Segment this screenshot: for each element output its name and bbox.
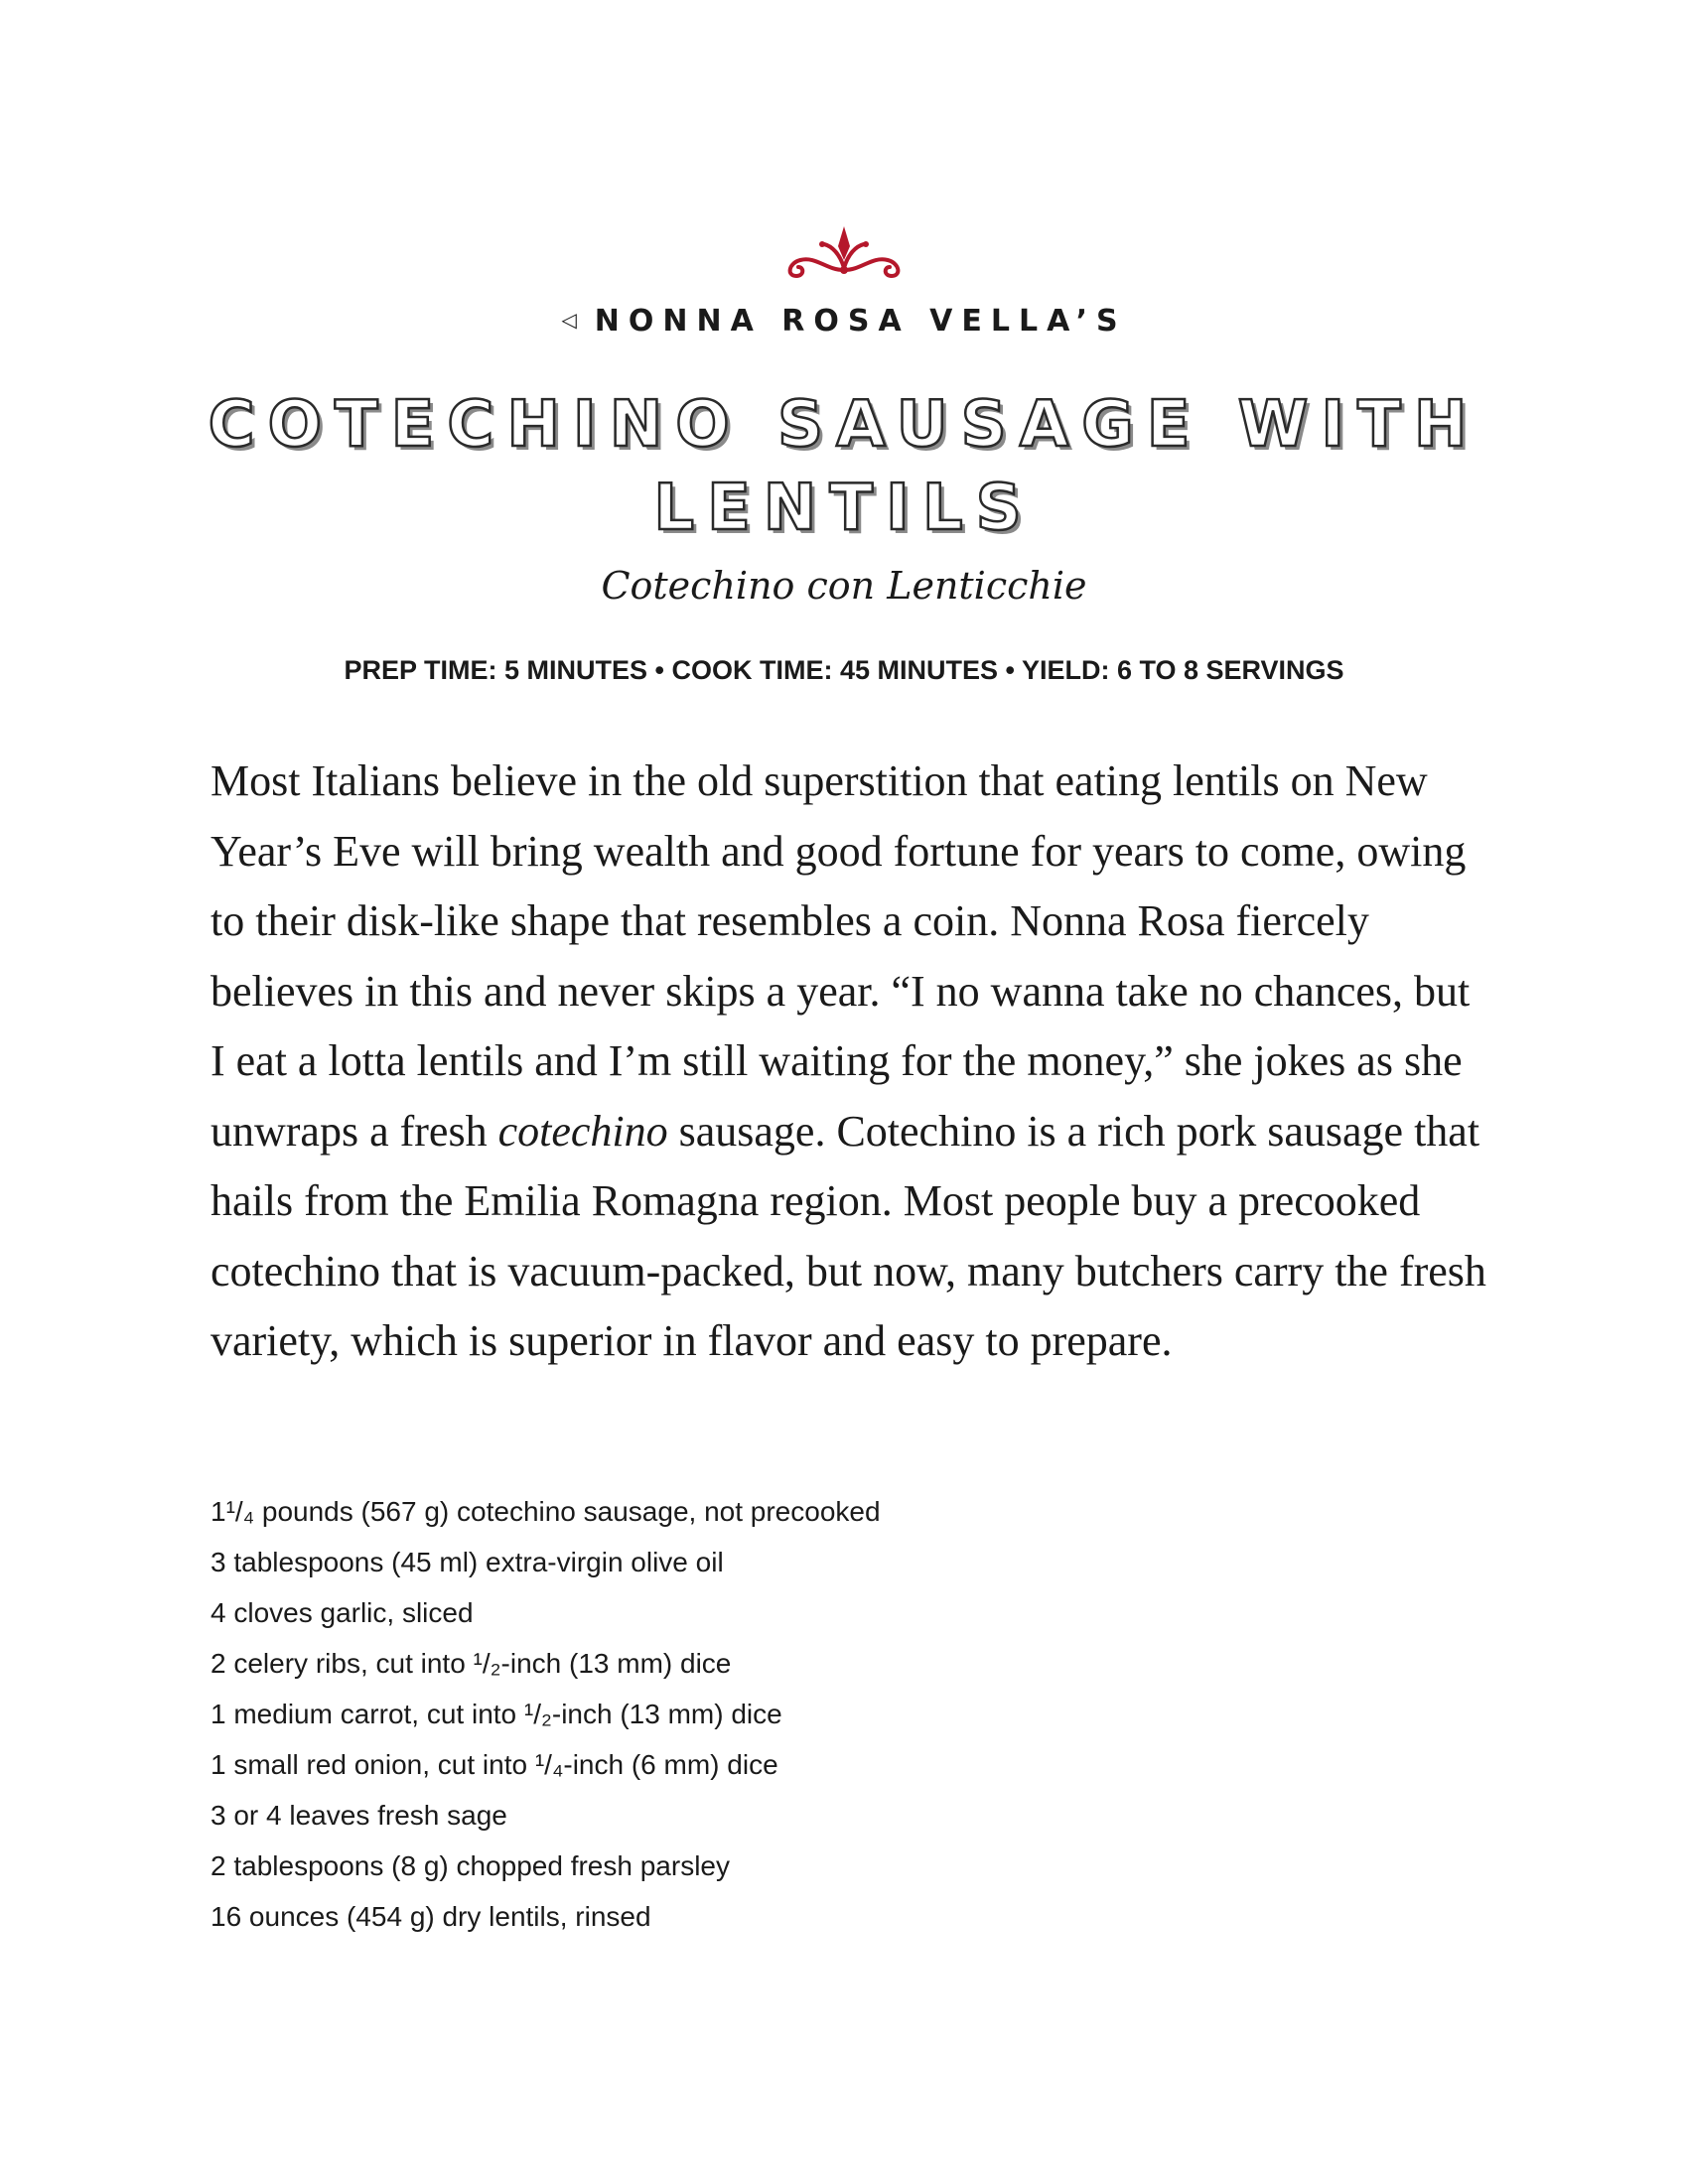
ingredient-item: 3 tablespoons (45 ml) extra-virgin olive oil (211, 1547, 724, 1577)
ingredient-item: 3 or 4 leaves fresh sage (211, 1800, 507, 1831)
ingredient-item: 2 tablespoons (8 g) chopped fresh parsley (211, 1850, 730, 1881)
scroll-flourish-icon (774, 220, 914, 290)
intro-emphasis: cotechino (497, 1106, 668, 1156)
ingredient-item: 4 cloves garlic, sliced (211, 1597, 474, 1628)
ingredient-item: 1 medium carrot, cut into ¹/₂-inch (13 mm) dice (211, 1699, 782, 1729)
recipe-title: COTECHINO SAUSAGE WITH LENTILS (208, 388, 1480, 545)
recipe-subtitle: Cotechino con Lenticchie (601, 564, 1087, 608)
recipe-meta: PREP TIME: 5 MINUTES • COOK TIME: 45 MINUTES • YIELD: 6 TO 8 SERVINGS (344, 655, 1344, 685)
ingredient-item: 1¹/₄ pounds (567 g) cotechino sausage, not precooked (211, 1496, 881, 1527)
ingredient-item: 16 ounces (454 g) dry lentils, rinsed (211, 1901, 651, 1932)
intro-text: Most Italians believe in the old superstition that eating lentils on New Year’s Eve will bring wealth and good fortune for years to come, owing to their disk-like shape that resembles a coin. Nonna Rosa fiercely believes in this and never skips a year. “I no wanna take no chances, but I eat a lotta lentils and I’m still waiting for the money,” she jokes as she unwraps a fresh (211, 756, 1471, 1156)
ingredient-list (211, 1486, 881, 1942)
intro-text-continued: sausage. Cotechino is a rich pork sausage that hails from the Emilia Romagna region. Most people buy a precooked cotechino that is vacuum-packed, but now, many butchers carry the fresh variety, which is superior in flavor and easy to prepare. (211, 1106, 1486, 1365)
recipe-intro (211, 747, 1491, 1377)
attribution-text: NONNA ROSA VELLA’S (594, 304, 1127, 339)
author-attribution (0, 304, 1688, 339)
ingredient-item: 1 small red onion, cut into ¹/₄-inch (6 mm) dice (211, 1749, 778, 1780)
triangle-marker-icon: ◁ (561, 308, 577, 332)
ingredient-item: 2 celery ribs, cut into ¹/₂-inch (13 mm) dice (211, 1648, 732, 1679)
